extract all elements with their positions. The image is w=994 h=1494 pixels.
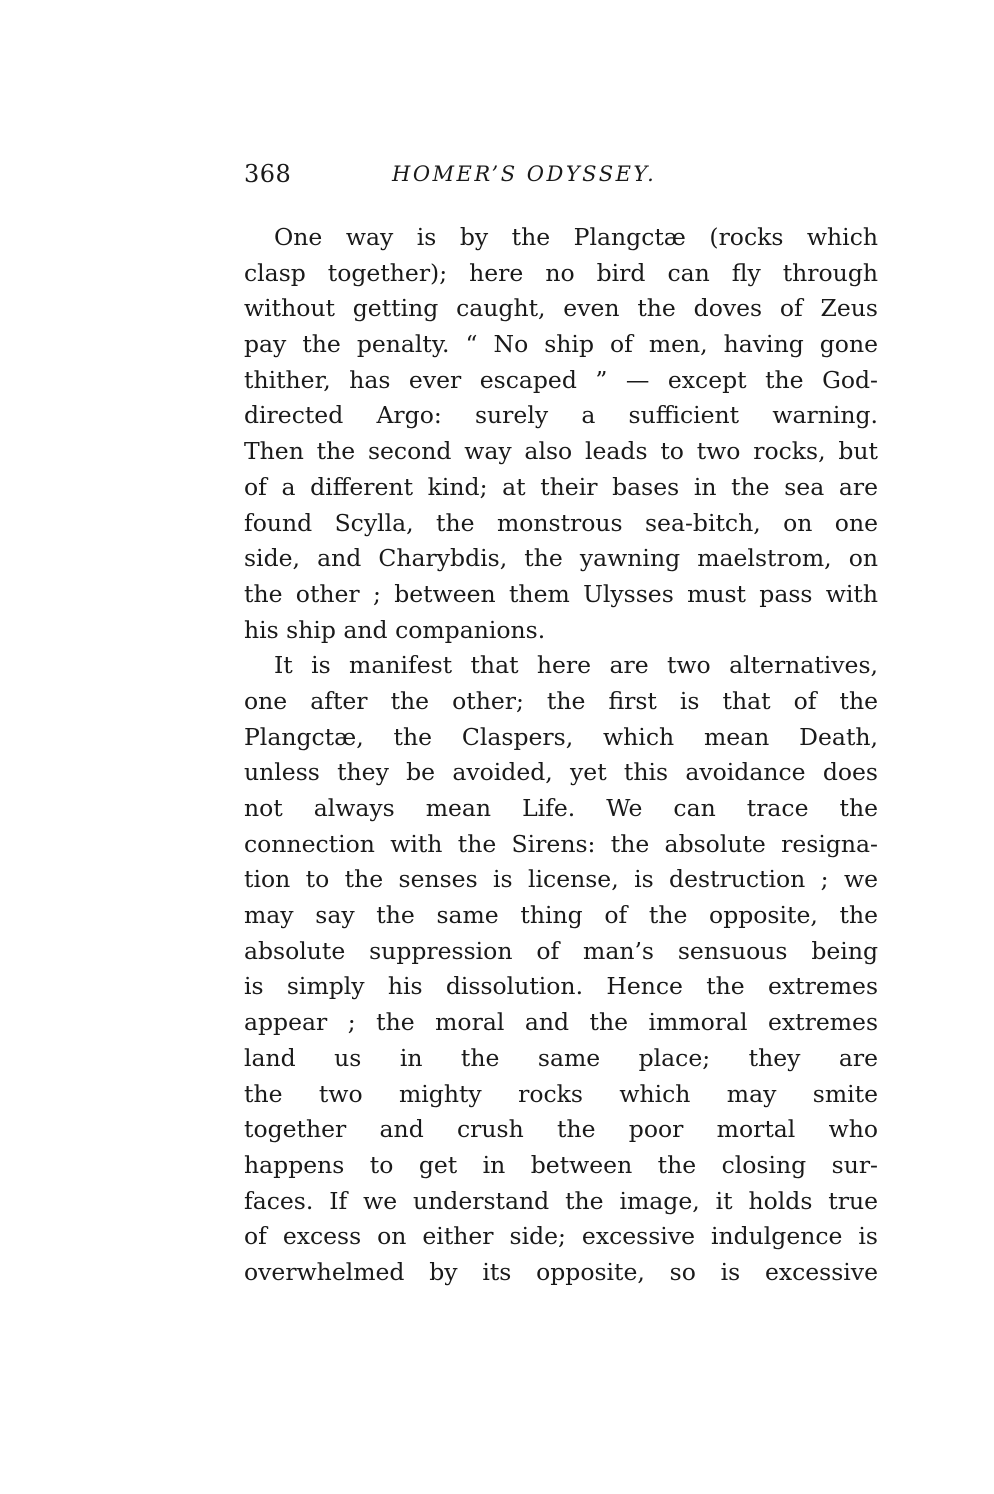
text-line: together and crush the poor mortal who (244, 1115, 878, 1144)
text-line: faces. If we understand the image, it holds true (244, 1186, 878, 1215)
text-line: absolute suppression of man’s sensuous being (244, 936, 878, 965)
text-line: side, and Charybdis, the yawning maelstrom, on (244, 544, 878, 573)
page-header (244, 160, 878, 200)
text-line: happens to get in between the closing sur- (244, 1150, 878, 1179)
text-line: of a different kind; at their bases in the sea are (244, 472, 878, 501)
body-text (244, 220, 878, 1291)
text-line: without getting caught, even the doves of Zeus (244, 294, 878, 323)
paragraph (244, 220, 878, 648)
text-line: of excess on either side; excessive indulgence is (244, 1222, 878, 1251)
text-line: clasp together); here no bird can fly through (244, 258, 878, 287)
text-line: directed Argo: surely a sufficient warning. (244, 401, 878, 430)
text-line: one after the other; the first is that of the (244, 686, 878, 715)
text-line: Plangctæ, the Claspers, which mean Death, (244, 722, 878, 751)
running-head: HOMER’S ODYSSEY. (392, 162, 657, 186)
text-line: the two mighty rocks which may smite (244, 1079, 878, 1108)
text-line: his ship and companions. (244, 615, 546, 644)
text-line: land us in the same place; they are (244, 1043, 878, 1072)
text-line: One way is by the Plangctæ (rocks which (274, 223, 878, 251)
text-line: tion to the senses is license, is destruction ; we (244, 865, 878, 894)
text-line: the other ; between them Ulysses must pass with (244, 579, 878, 608)
text-line: It is manifest that here are two alternatives, (274, 651, 878, 680)
page-number: 368 (244, 160, 292, 188)
text-line: unless they be avoided, yet this avoidance does (244, 758, 878, 787)
text-line: found Scylla, the monstrous sea-bitch, on one (244, 508, 878, 537)
text-line: may say the same thing of the opposite, the (244, 901, 878, 930)
text-line: pay the penalty. “ No ship of men, having gone (244, 330, 878, 359)
text-line: not always mean Life. We can trace the (244, 794, 878, 822)
text-line: overwhelmed by its opposite, so is excessive (244, 1257, 878, 1286)
text-line: thither, has ever escaped ” — except the God- (244, 365, 878, 394)
text-line: appear ; the moral and the immoral extremes (244, 1008, 878, 1037)
paragraph (244, 648, 878, 1290)
text-line: connection with the Sirens: the absolute resigna- (244, 829, 878, 858)
text-line: is simply his dissolution. Hence the extremes (244, 972, 878, 1001)
text-line: Then the second way also leads to two rocks, but (244, 437, 878, 466)
